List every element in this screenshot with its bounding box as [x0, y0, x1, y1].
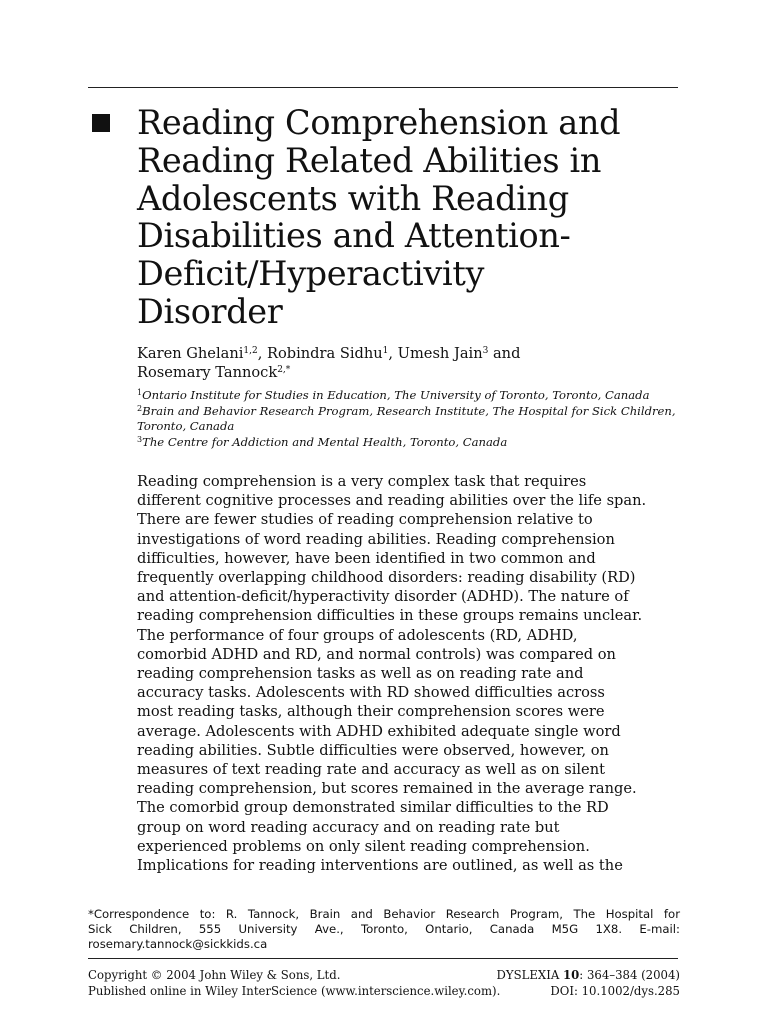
page-footer: [88, 968, 680, 999]
author-line: [137, 363, 697, 382]
abstract-line: most reading tasks, although their comprehension scores were: [137, 703, 605, 721]
abstract-line: frequently overlapping childhood disorders: reading disability (RD): [137, 569, 636, 587]
author-line: [137, 344, 697, 363]
author-name: , Umesh Jain: [388, 345, 483, 362]
journal-name: DYSLEXIA: [496, 968, 560, 982]
author-conjunction: and: [488, 345, 521, 362]
abstract: [137, 472, 697, 875]
footer-row: [88, 968, 680, 984]
abstract-line: average. Adolescents with ADHD exhibited adequate single word: [137, 722, 621, 740]
affiliation-item: [137, 435, 697, 451]
title-line: Adolescents with Reading: [137, 178, 569, 218]
title-line: Deficit/Hyperactivity: [137, 254, 485, 294]
affiliation-text: Brain and Behavior Research Program, Research Institute, The Hospital for Sick Children,: [142, 403, 676, 418]
affiliation-number: 3: [137, 435, 143, 445]
journal-pages: : 364–384 (2004): [579, 968, 680, 982]
footer-rule: [88, 958, 678, 959]
abstract-line: accuracy tasks. Adolescents with RD showed difficulties across: [137, 684, 605, 702]
correspondence-line: rosemary.tannock@sickkids.ca: [88, 937, 268, 951]
abstract-line: The performance of four groups of adolescents (RD, ADHD,: [137, 626, 578, 644]
top-rule: [88, 87, 678, 88]
title-line: Reading Comprehension and: [137, 103, 621, 142]
affiliations: [137, 388, 697, 451]
affiliation-text: The Centre for Addiction and Mental Health, Toronto, Canada: [142, 435, 508, 450]
journal-citation: [497, 968, 680, 984]
affiliation-item: [137, 404, 697, 420]
copyright-notice: Copyright © 2004 John Wiley & Sons, Ltd.: [88, 968, 341, 982]
author-name: Rosemary Tannock: [137, 364, 278, 381]
author-affiliation-marker: 1: [382, 346, 389, 356]
correspondence-note: [88, 907, 680, 952]
title-line: Disabilities and Attention-: [137, 216, 571, 256]
abstract-line: reading comprehension difficulties in these groups remains unclear.: [137, 607, 643, 625]
correspondence-line: Sick Children, 555 University Ave., Toronto, Ontario, Canada M5G 1X8. E-mail:: [88, 922, 680, 936]
affiliation-continuation: Toronto, Canada: [137, 419, 235, 434]
publication-notice: Published online in Wiley InterScience (www.interscience.wiley.com).: [88, 983, 501, 998]
journal-volume: 10: [563, 968, 580, 982]
abstract-line: comorbid ADHD and RD, and normal controls) was compared on: [137, 645, 616, 663]
title-line: Disorder: [137, 291, 283, 331]
abstract-line: Implications for reading interventions are outlined, as well as the: [137, 857, 623, 875]
section-marker-square-icon: [92, 114, 110, 132]
affiliation-number: 1: [137, 388, 143, 397]
correspondence-line: *Correspondence to: R. Tannock, Brain and Behavior Research Program, The Hospital for: [88, 907, 680, 921]
abstract-line: There are fewer studies of reading comprehension relative to: [137, 511, 593, 529]
abstract-line: measures of text reading rate and accuracy as well as on silent: [137, 761, 605, 779]
abstract-line: reading abilities. Subtle difficulties were observed, however, on: [137, 741, 609, 759]
author-name: Karen Ghelani: [137, 345, 244, 362]
abstract-line: Reading comprehension is a very complex task that requires: [137, 473, 587, 490]
doi: DOI: 10.1002/dys.285: [550, 983, 680, 998]
abstract-line: difficulties, however, have been identified in two common and: [137, 549, 596, 567]
abstract-line: investigations of word reading abilities. Reading comprehension: [137, 530, 615, 548]
abstract-line: group on word reading accuracy and on reading rate but: [137, 818, 560, 836]
abstract-line: The comorbid group demonstrated similar difficulties to the RD: [137, 799, 609, 817]
abstract-line: experienced problems on only silent reading comprehension.: [137, 837, 590, 855]
footer-row: [88, 984, 680, 1000]
abstract-line: reading comprehension tasks as well as on reading rate and: [137, 665, 584, 683]
title-line: Reading Related Abilities in: [137, 140, 602, 180]
affiliation-text: Ontario Institute for Studies in Education, The University of Toronto, Toronto, Canada: [142, 388, 650, 402]
abstract-line: and attention-deficit/hyperactivity disorder (ADHD). The nature of: [137, 588, 629, 606]
abstract-line: reading comprehension, but scores remained in the average range.: [137, 780, 637, 798]
abstract-line: different cognitive processes and reading abilities over the life span.: [137, 492, 647, 510]
author-affiliation-marker: 1,2: [243, 346, 258, 356]
author-list: [137, 344, 697, 382]
affiliation-item: [137, 388, 697, 404]
author-affiliation-marker: 3: [482, 346, 489, 356]
author-name: , Robindra Sidhu: [257, 345, 383, 362]
article-title: [137, 104, 697, 331]
author-affiliation-marker: 2,*: [277, 365, 291, 375]
affiliation-number: 2: [137, 403, 143, 413]
